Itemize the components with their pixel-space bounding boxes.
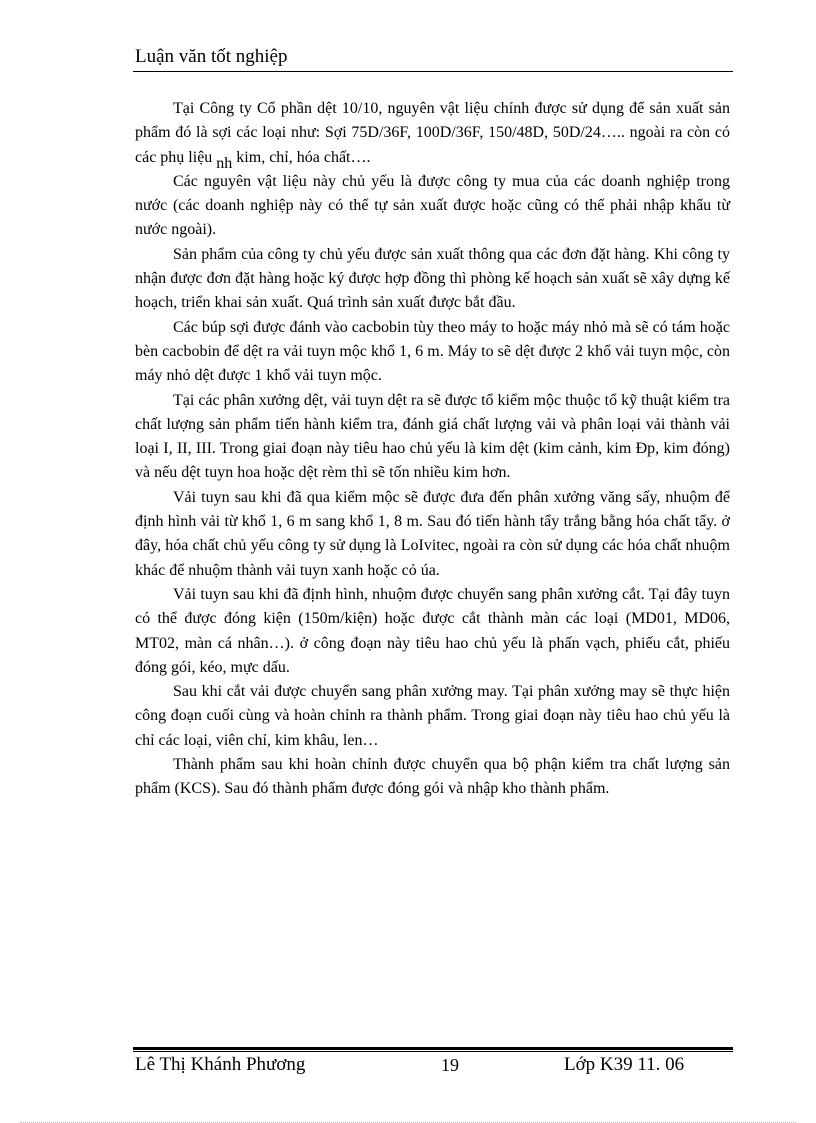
paragraph-9: Thành phẩm sau khi hoàn chỉnh được chuyển qua bộ phận kiểm tra chất lượng sản phẩm (KCS). Sau đó thành phẩm được đóng gói và nhập kho thành phẩm. — [135, 756, 730, 798]
paragraph-6: Vải tuyn sau khi đã qua kiểm mộc sẽ được đưa đến phân xưởng văng sấy, nhuộm để định hình vải từ khổ 1, 6 m sang khổ 1, 8 m. Sau đó tiến hành tẩy trắng bằng hóa chất tẩy. ở đây, hóa chất chủ yếu công ty sử dụng là LoIvitec, ngoài ra còn sử dụng các hóa chất nhuộm khác để nhuộm thành vải tuyn xanh hoặc cỏ úa. — [135, 488, 730, 579]
paragraph-3: Sản phẩm của công ty chủ yếu được sản xuất thông qua các đơn đặt hàng. Khi công ty nhận được đơn đặt hàng hoặc ký được hợp đồng thì phòng kế hoạch sản xuất sẽ xây dựng kế hoạch, triển khai sản xuất. Quá trình sản xuất được bắt đầu. — [135, 245, 730, 312]
footer-divider-thick — [133, 1047, 733, 1050]
document-body — [135, 97, 730, 802]
footer-class: Lớp K39 11. 06 — [564, 1054, 685, 1075]
paragraph-7: Vải tuyn sau khi đã định hình, nhuộm được chuyển sang phân xưởng cắt. Tại đây tuyn có thể được đóng kiện (150m/kiện) hoặc được cắt thành màn các loại (MD01, MD06, MT02, màn cá nhân…). ở công đoạn này tiêu hao chủ yếu là phấn vạch, phiếu cắt, phiếu đóng gói, kéo, mực dấu. — [135, 585, 730, 676]
paragraph-1-text-end: kim, chỉ, hóa chất…. — [232, 148, 371, 166]
paragraph-2: Các nguyên vật liệu này chủ yếu là được công ty mua của các doanh nghiệp trong nước (các doanh nghiệp này có thể tự sản xuất được hoặc cũng có thể phải nhập khẩu từ nước ngoài). — [135, 172, 730, 239]
header-divider — [133, 71, 733, 72]
paragraph-8: Sau khi cắt vải được chuyển sang phân xưởng may. Tại phân xưởng may sẽ thực hiện công đoạn cuối cùng và hoàn chỉnh ra thành phẩm. Trong giai đoạn này tiêu hao chủ yếu là chỉ các loại, viên chỉ, kim khâu, len… — [135, 683, 730, 749]
paragraph-1-subscript: nh — [216, 154, 233, 172]
paragraph-1-text: Tại Công ty Cổ phần dệt 10/10, nguyên vật liệu chính được sử dụng để sản xuất sản phẩm đó là sợi các loại như: Sợi 75D/36F, 100D/36F, 150/48D, 50D/24….. ngoài ra còn có các phụ liệu — [135, 100, 730, 166]
footer-page-number: 19 — [441, 1055, 459, 1075]
paragraph-5: Tại các phân xưởng dệt, vải tuyn dệt ra sẽ được tổ kiểm mộc thuộc tổ kỹ thuật kiểm tra chất lượng sản phẩm tiến hành kiểm tra, đánh giá chất lượng vải và phân loại vải thành vải loại I, II, III. Trong giai đoạn này tiêu hao chủ yếu là kim dệt (kim cảnh, kim Đp, kim đóng) và nếu dệt tuyn hoa hoặc dệt rèm thì sẽ tốn nhiều kim hơn. — [135, 391, 730, 482]
paragraph-4: Các búp sợi được đánh vào cacbobin tùy theo máy to hoặc máy nhỏ mà sẽ có tám hoặc bèn cacbobin để dệt ra vải tuyn mộc khổ 1, 6 m. Máy to sẽ dệt được 2 khổ vải tuyn mộc, còn máy nhỏ dệt được 1 khổ vải tuyn mộc. — [135, 318, 730, 385]
page-header-title: Luận văn tốt nghiệp — [135, 46, 288, 67]
footer-author: Lê Thị Khánh Phương — [135, 1054, 306, 1075]
paragraph-1 — [135, 97, 730, 170]
